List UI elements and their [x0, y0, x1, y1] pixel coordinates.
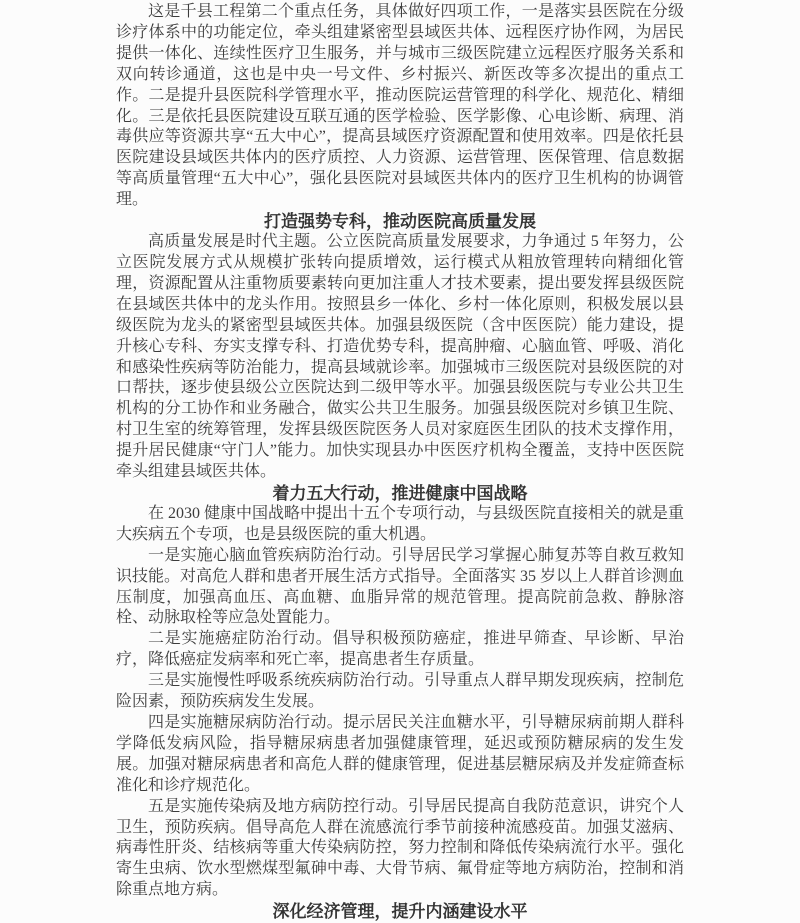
section-heading-3: 深化经济管理，提升内涵建设水平: [272, 902, 528, 922]
paragraph-8: 五是实施传染病及地方病防控行动。引导居民提高自我防范意识，讲究个人卫生，预防疾病。倡导高危人群在流感流行季节前接种流感疫苗。加强艾滋病、病毒性肝炎、结核病等重大传染病防控，努力控制和降低传染病流行水平。强化寄生虫病、饮水型燃煤型氟砷中毒、大骨节病、氟骨症等地方病防治，控制和消除重点地方病。: [116, 797, 684, 899]
section-heading-1: 打造强势专科，推动医院高质量发展: [264, 212, 536, 232]
document-body: [116, 2, 684, 922]
paragraph-6: 三是实施慢性呼吸系统疾病防治行动。引导重点人群早期发现疾病，控制危险因素，预防疾病发生发展。: [116, 672, 684, 711]
paragraph-1: 这是千县工程第二个重点任务，具体做好四项工作，一是落实县医院在分级诊疗体系中的功能定位，牵头组建紧密型县域医共体、远程医疗协作网，为居民提供一体化、连续性医疗卫生服务，并与城市三级医院建立远程医疗服务关系和双向转诊通道，这也是中央一号文件、乡村振兴、新医改等多次提出的重点工作。二是提升县医院科学管理水平，推动医院运营管理的科学化、规范化、精细化。三是依托县医院建设互联互通的医学检验、医学影像、心电诊断、病理、消毒供应等资源共享“五大中心”，提高县域医疗资源配置和使用效率。四是依托县医院建设县域医共体内的医疗质控、人力资源、运营管理、医保管理、信息数据等高质量管理“五大中心”，强化县医院对县域医共体内的医疗卫生机构的协调管理。: [116, 3, 684, 209]
paragraph-5: 二是实施癌症防治行动。倡导积极预防癌症，推进早筛查、早诊断、早治疗，降低癌症发病率和死亡率，提高患者生存质量。: [116, 630, 684, 669]
paragraph-7: 四是实施糖尿病防治行动。提示居民关注血糖水平，引导糖尿病前期人群科学降低发病风险，指导糖尿病患者加强健康管理，延迟或预防糖尿病的发生发展。加强对糖尿病患者和高危人群的健康管理，促进基层糖尿病及并发症筛查标准化和诊疗规范化。: [116, 714, 684, 794]
section-heading-2: 着力五大行动，推进健康中国战略: [272, 483, 528, 503]
paragraph-2: 高质量发展是时代主题。公立医院高质量发展要求，力争通过 5 年努力，公立医院发展方式从规模扩张转向提质增效，运行模式从粗放管理转向精细化管理，资源配置从注重物质要素转向更加注重人才技术要素，提出要发挥县级医院在县域医共体中的龙头作用。按照县乡一体化、乡村一体化原则，积极发展以县级医院为龙头的紧密型县域医共体。加强县级医院（含中医医院）能力建设，提升核心专科、夯实支撑专科、打造优势专科，提高肿瘤、心脑血管、呼吸、消化和感染性疾病等防治能力，提高县域就诊率。加强城市三级医院对县级医院的对口帮扶，逐步使县级公立医院达到二级甲等水平。加强县级医院与专业公共卫生机构的分工协作和业务融合，做实公共卫生服务。加强县级医院对乡镇卫生院、村卫生室的统筹管理，发挥县级医院医务人员对家庭医生团队的技术支撑作用，提升居民健康“守门人”能力。加快实现县办中医医疗机构全覆盖，支持中医医院牵头组建县域医共体。: [116, 233, 684, 481]
paragraph-4: 一是实施心脑血管疾病防治行动。引导居民学习掌握心肺复苏等自救互救知识技能。对高危人群和患者开展生活方式指导。全面落实 35 岁以上人群首诊测血压制度，加强高血压、高血糖、血脂异常的规范管理。提高院前急救、静脉溶栓、动脉取栓等应急处置能力。: [116, 546, 685, 627]
paragraph-3: 在 2030 健康中国战略中提出十五个专项行动，与县级医院直接相关的就是重大疾病五个专项，也是县级医院的重大机遇。: [116, 504, 685, 543]
